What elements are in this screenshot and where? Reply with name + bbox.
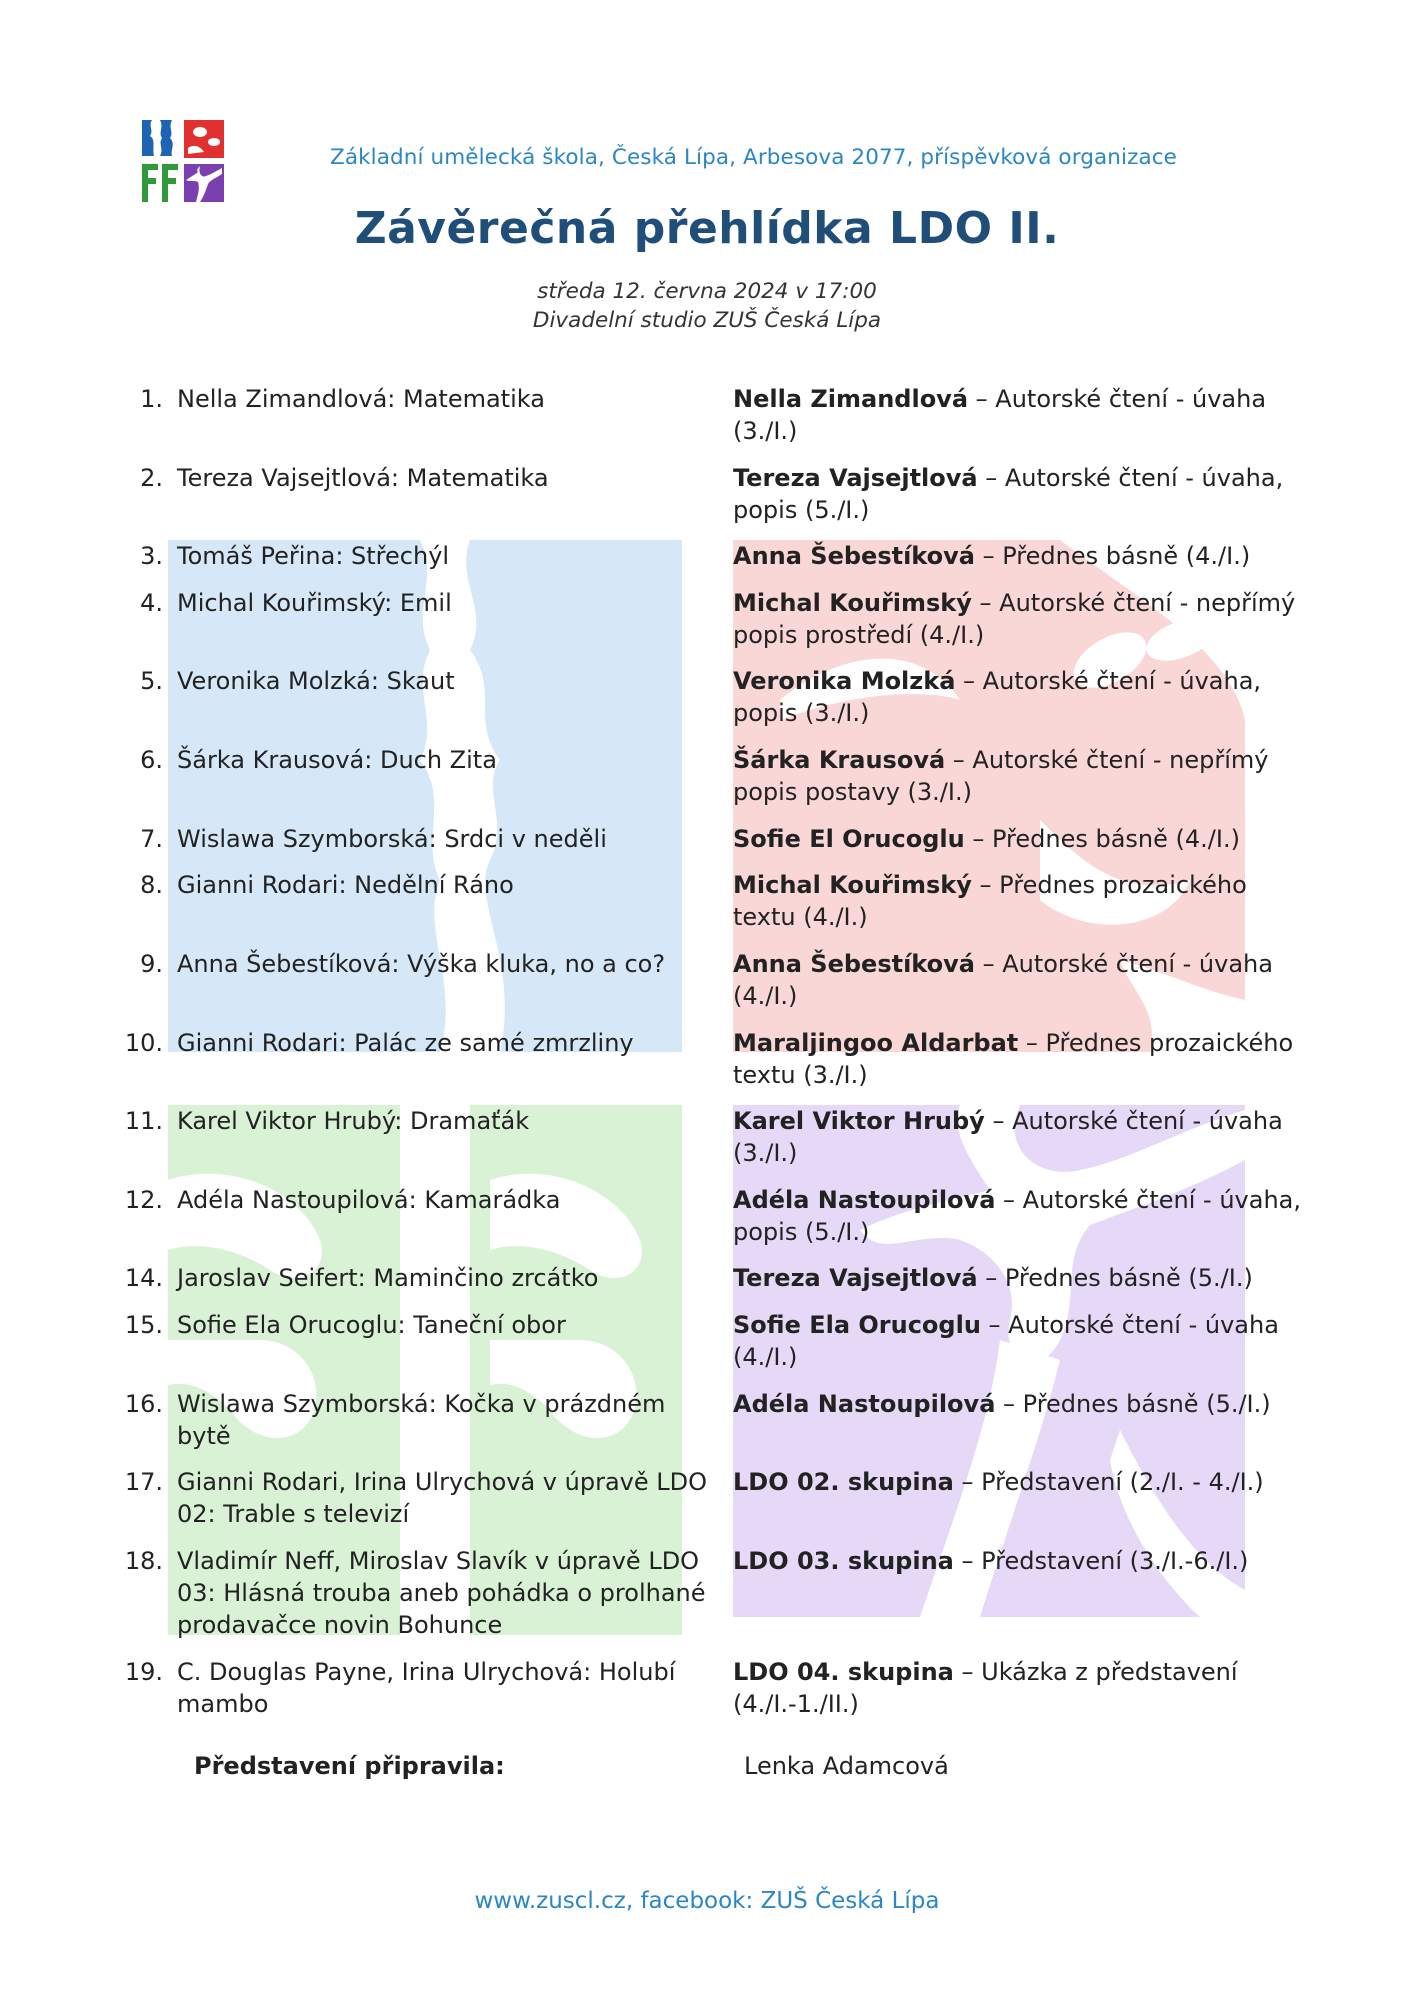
program-performer-entry (733, 744, 1308, 808)
program-work: Gianni Rodari: Palác ze samé zmrzliny (177, 1029, 634, 1057)
performance-detail: – Přednes básně (5./I.) (995, 1390, 1271, 1418)
performance-detail: – Autorské čtení - úvaha, popis (5./I.) (733, 464, 1284, 524)
program-number: 6. (140, 746, 163, 774)
performance-detail: – Autorské čtení - úvaha (3./I.) (733, 1107, 1283, 1167)
program-performer-entry (733, 823, 1308, 855)
program-work: Michal Kouřimský: Emil (177, 589, 452, 617)
program-work: Adéla Nastoupilová: Kamarádka (177, 1186, 561, 1214)
program-number: 17. (124, 1468, 163, 1496)
program-work: Anna Šebestíková: Výška kluka, no a co? (177, 950, 666, 978)
credits-label: Představení připravila: (194, 1752, 505, 1780)
program-work: Nella Zimandlová: Matematika (177, 385, 545, 413)
performance-detail: – Autorské čtení - úvaha (3./I.) (733, 385, 1267, 445)
program-number: 9. (140, 950, 163, 978)
program-performer-entry (733, 462, 1308, 526)
program-performer-entry (733, 1309, 1308, 1373)
performer-name: Maraljingoo Aldarbat (733, 1029, 1019, 1057)
program-performer-entry (733, 665, 1308, 729)
performance-detail: – Autorské čtení - úvaha (4./I.) (733, 1311, 1279, 1371)
program-performer-entry (733, 1656, 1308, 1720)
performance-detail: – Autorské čtení - úvaha (4./I.) (733, 950, 1273, 1010)
program-work: Šárka Krausová: Duch Zita (177, 746, 497, 774)
program-work: Vladimír Neff, Miroslav Slavík v úpravě LDO 03: Hlásná trouba aneb pohádka o prolhané prodavačce novin Bohunce (177, 1547, 706, 1639)
performer-name: Nella Zimandlová (733, 385, 969, 413)
program-performer-entry (733, 540, 1308, 572)
performer-name: LDO 03. skupina (733, 1547, 954, 1575)
program-performer-entry (733, 1388, 1308, 1420)
program-work: Sofie Ela Orucoglu: Taneční obor (177, 1311, 566, 1339)
program-number: 19. (124, 1658, 163, 1686)
performer-name: Michal Kouřimský (733, 589, 972, 617)
program-work: Karel Viktor Hrubý: Dramaťák (177, 1107, 530, 1135)
program-work: C. Douglas Payne, Irina Ulrychová: Holubí mambo (177, 1658, 676, 1718)
performer-name: Anna Šebestíková (733, 950, 975, 978)
performance-detail: – Přednes básně (5./I.) (977, 1264, 1253, 1292)
program-work: Gianni Rodari: Nedělní Ráno (177, 871, 514, 899)
program-number: 4. (140, 589, 163, 617)
performer-name: Adéla Nastoupilová (733, 1390, 996, 1418)
page-title: Závěrečná přehlídka LDO II. (354, 203, 1060, 254)
program-performer-entry (733, 869, 1308, 933)
performance-detail: – Přednes prozaického textu (4./I.) (733, 871, 1247, 931)
program-number: 15. (124, 1311, 163, 1339)
program-performer-entry (733, 1466, 1308, 1498)
school-name: Základní umělecká škola, Česká Lípa, Arbesova 2077, příspěvková organizace (330, 145, 1177, 170)
performance-detail: – Autorské čtení - úvaha, popis (3./I.) (733, 667, 1262, 727)
program-number: 11. (124, 1107, 163, 1135)
program-number: 18. (124, 1547, 163, 1575)
program-performer-entry (733, 1545, 1308, 1577)
performer-name: Tereza Vajsejtlová (733, 464, 978, 492)
website-footer: www.zuscl.cz, facebook: ZUŠ Česká Lípa (474, 1888, 940, 1914)
performer-name: Adéla Nastoupilová (733, 1186, 996, 1214)
program-work: Wislawa Szymborská: Kočka v prázdném bytě (177, 1390, 666, 1450)
program-number: 14. (124, 1264, 163, 1292)
performer-name: Anna Šebestíková (733, 542, 975, 570)
credits-name: Lenka Adamcová (744, 1752, 949, 1780)
performance-detail: – Představení (2./I. - 4./I.) (953, 1468, 1264, 1496)
program-number: 16. (124, 1390, 163, 1418)
program-number: 12. (124, 1186, 163, 1214)
performer-name: Šárka Krausová (733, 746, 946, 774)
program-number: 2. (140, 464, 163, 492)
program-work: Gianni Rodari, Irina Ulrychová v úpravě LDO 02: Trable s televizí (177, 1468, 707, 1528)
performer-name: Tereza Vajsejtlová (733, 1264, 978, 1292)
event-date: středa 12. června 2024 v 17:00 (537, 279, 877, 304)
performance-detail: – Představení (3./I.-6./I.) (953, 1547, 1249, 1575)
program-performer-entry (733, 383, 1308, 447)
program-number: 3. (140, 542, 163, 570)
program-number: 5. (140, 667, 163, 695)
program-number: 1. (140, 385, 163, 413)
program-work: Jaroslav Seifert: Maminčino zrcátko (177, 1264, 599, 1292)
program-performer-entry (733, 1027, 1308, 1091)
program-work: Veronika Molzká: Skaut (177, 667, 455, 695)
program-number: 7. (140, 825, 163, 853)
program-performer-entry (733, 587, 1308, 651)
performance-detail: – Autorské čtení - úvaha, popis (5./I.) (733, 1186, 1302, 1246)
performance-detail: – Ukázka z představení (4./I.-1./II.) (733, 1658, 1238, 1718)
performance-detail: – Autorské čtení - nepřímý popis postavy (3./I.) (733, 746, 1269, 806)
event-venue: Divadelní studio ZUŠ Česká Lípa (532, 308, 882, 333)
performer-name: Veronika Molzká (733, 667, 956, 695)
program-work: Wislawa Szymborská: Srdci v neděli (177, 825, 607, 853)
program-work: Tomáš Peřina: Střechýl (177, 542, 450, 570)
performer-name: Michal Kouřimský (733, 871, 972, 899)
program-performer-entry (733, 1184, 1308, 1248)
performer-name: Sofie El Orucoglu (733, 825, 965, 853)
performance-detail: – Přednes prozaického textu (3./I.) (733, 1029, 1294, 1089)
performance-detail: – Přednes básně (4./I.) (974, 542, 1251, 570)
performer-name: Sofie Ela Orucoglu (733, 1311, 981, 1339)
program-number: 10. (124, 1029, 163, 1057)
performer-name: Karel Viktor Hrubý (733, 1107, 985, 1135)
program-work: Tereza Vajsejtlová: Matematika (177, 464, 549, 492)
program-performer-entry (733, 948, 1308, 1012)
performer-name: LDO 04. skupina (733, 1658, 954, 1686)
program-performer-entry (733, 1105, 1308, 1169)
performance-detail: – Autorské čtení - nepřímý popis prostředí (4./I.) (733, 589, 1296, 649)
program-performer-entry (733, 1262, 1308, 1294)
performer-name: LDO 02. skupina (733, 1468, 954, 1496)
performance-detail: – Přednes básně (4./I.) (964, 825, 1240, 853)
program-number: 8. (140, 871, 163, 899)
